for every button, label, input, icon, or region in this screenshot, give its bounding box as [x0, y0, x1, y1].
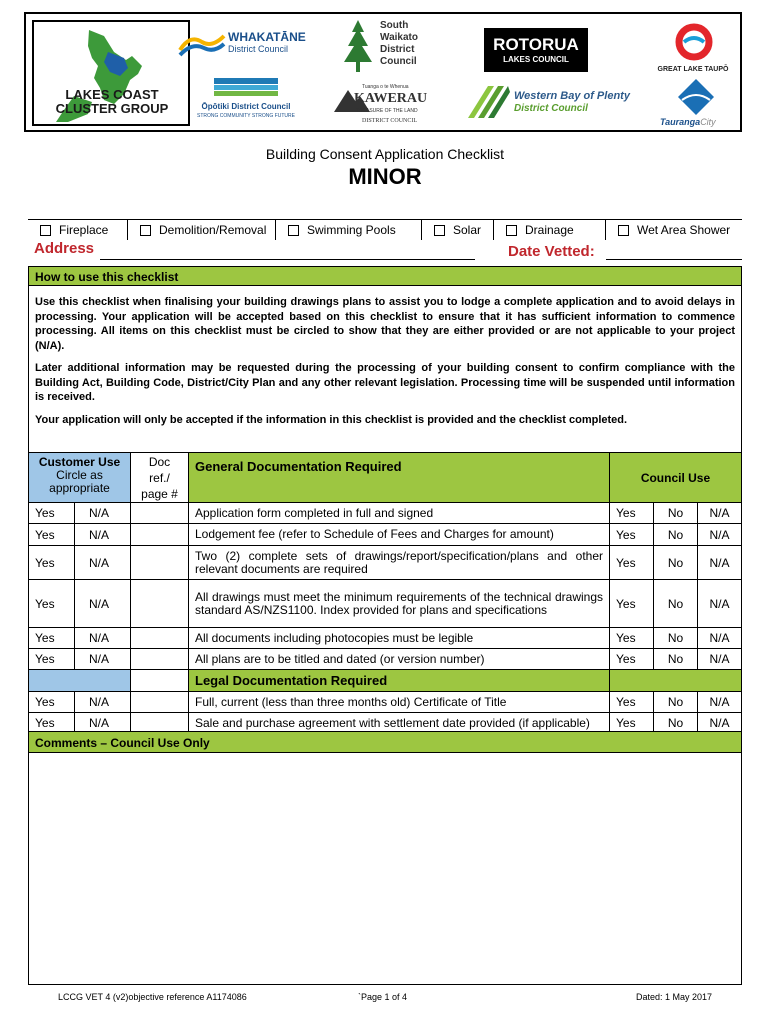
howto-paragraph-2: Later additional information may be requested during the processing of your building consent to confirm compliance with the Building Act, Building Code, District/City Plan and any other relevant legislation. Processing time will be suspended until information is received. [35, 362, 735, 403]
council-yes[interactable]: Yes [610, 628, 654, 649]
checkbox[interactable] [434, 225, 445, 236]
council-no[interactable]: No [654, 628, 698, 649]
kawerau-top: Tuanga o te Whenua [362, 84, 409, 90]
council-no[interactable]: No [654, 546, 698, 580]
cluster-label [38, 88, 186, 116]
customer-yes[interactable]: Yes [29, 503, 75, 524]
lakes-coast-cluster-logo [32, 20, 190, 126]
customer-na[interactable]: N/A [75, 628, 131, 649]
opotiki-logo [186, 76, 306, 122]
address-label: Address [34, 240, 95, 257]
howto-paragraph-3: Your application will only be accepted if the information in this checklist is provided and the checklist completed. [35, 413, 628, 426]
customer-na[interactable]: N/A [75, 713, 131, 734]
legal-header-blue [29, 670, 131, 692]
doc-ref-cell[interactable] [131, 649, 189, 670]
table-row [29, 580, 742, 628]
howto-paragraph-1: Use this checklist when finalising your building drawings plans to assist you to lodge a complete application and to avoid delays in processing. Your application will be accepted based on this checklist to ensure that it has sufficient information to commence processing. All items on this checklist must be circled to show that they are either provided or are not applicable to your project (N/A). [35, 296, 735, 352]
logo-banner [24, 12, 742, 132]
wave-icon [178, 28, 226, 58]
checklist-item: Lodgement fee (refer to Schedule of Fees and Charges for amount) [189, 524, 610, 546]
checklist-item: Two (2) complete sets of drawings/report/specification/plans and other relevant documents are required [189, 546, 610, 580]
legal-header-council [610, 670, 742, 692]
customer-na[interactable]: N/A [75, 546, 131, 580]
taupo-logo [648, 22, 738, 78]
work-type-fireplace[interactable] [28, 220, 128, 240]
customer-na[interactable]: N/A [75, 524, 131, 546]
council-na[interactable]: N/A [698, 503, 742, 524]
kawerau-sub: DISTRICT COUNCIL [362, 118, 418, 124]
work-type-wet-area-shower[interactable] [606, 220, 742, 240]
footer-date: Dated: 1 May 2017 [636, 992, 713, 1002]
whakatane-sub: District Council [228, 44, 289, 54]
doc-ref-cell[interactable] [131, 503, 189, 524]
checkbox[interactable] [40, 225, 51, 236]
date-vetted-label: Date Vetted: [508, 243, 595, 260]
council-yes[interactable]: Yes [610, 713, 654, 734]
checklist-item: All drawings must meet the minimum requirements of the technical drawings standard AS/NZS1100. Index provided for plans and specifications [189, 580, 610, 628]
checklist-table [28, 452, 742, 734]
kawerau-tag: TREASURE OF THE LAND [356, 108, 418, 114]
checklist-item: Full, current (less than three months old) Certificate of Title [189, 692, 610, 713]
work-type-label: Drainage [525, 223, 574, 237]
work-type-label: Solar [453, 223, 482, 237]
council-na[interactable]: N/A [698, 649, 742, 670]
customer-na[interactable]: N/A [75, 692, 131, 713]
table-row [29, 692, 742, 713]
checklist-item: Sale and purchase agreement with settlement date provided (if applicable) [189, 713, 610, 734]
footer-reference: LCCG VET 4 (v2)objective reference A1174086 [58, 992, 247, 1002]
sw-line-3: District [380, 44, 415, 55]
customer-yes[interactable]: Yes [29, 713, 75, 734]
work-type-label: Fireplace [59, 223, 109, 237]
tauranga-city: City [700, 117, 716, 127]
sw-line-1: South [380, 20, 409, 31]
document-subtitle: MINOR [348, 164, 422, 189]
work-type-label: Wet Area Shower [637, 223, 731, 237]
wbop-name: Western Bay of Plenty [514, 90, 630, 102]
council-no[interactable]: No [654, 692, 698, 713]
document-title: Building Consent Application Checklist [265, 146, 505, 162]
stripes-icon [464, 82, 512, 122]
howto-heading: How to use this checklist [28, 266, 742, 286]
council-no[interactable]: No [654, 580, 698, 628]
work-type-solar[interactable] [422, 220, 494, 240]
doc-ref-cell[interactable] [131, 692, 189, 713]
council-yes[interactable]: Yes [610, 692, 654, 713]
customer-use-label: Customer Use [38, 455, 121, 469]
legal-header-row [29, 670, 742, 692]
checkbox[interactable] [506, 225, 517, 236]
table-header-row [29, 453, 742, 503]
customer-yes[interactable]: Yes [29, 692, 75, 713]
sw-line-2: Waikato [380, 32, 418, 43]
rotorua-sub: LAKES COUNCIL [503, 55, 569, 64]
bar-icon [214, 76, 278, 100]
council-yes[interactable]: Yes [610, 580, 654, 628]
comments-area[interactable] [28, 753, 742, 985]
table-row [29, 524, 742, 546]
work-type-swimming-pools[interactable] [276, 220, 422, 240]
council-na[interactable]: N/A [698, 628, 742, 649]
work-type-demolition[interactable] [128, 220, 276, 240]
cluster-line-2: CLUSTER GROUP [55, 101, 169, 116]
council-yes[interactable]: Yes [610, 524, 654, 546]
council-na[interactable]: N/A [698, 580, 742, 628]
kawerau-name: KAWERAU [354, 91, 428, 106]
sw-line-4: Council [380, 56, 417, 67]
council-no[interactable]: No [654, 649, 698, 670]
whakatane-logo [178, 26, 308, 60]
customer-na[interactable]: N/A [75, 649, 131, 670]
checklist-item: All documents including photocopies must be legible [189, 628, 610, 649]
customer-use-header [29, 453, 131, 503]
customer-yes[interactable]: Yes [29, 580, 75, 628]
customer-na[interactable]: N/A [75, 580, 131, 628]
diamond-icon [676, 78, 716, 116]
council-no[interactable]: No [654, 503, 698, 524]
appropriate-label: appropriate [49, 481, 110, 495]
doc-ref-line-2: ref./ [149, 471, 170, 485]
council-na[interactable]: N/A [698, 524, 742, 546]
table-row [29, 628, 742, 649]
table-row [29, 503, 742, 524]
doc-ref-cell[interactable] [131, 546, 189, 580]
address-input-line[interactable] [100, 259, 475, 260]
legal-header-doc [131, 670, 189, 692]
kawerau-logo [332, 78, 442, 130]
checklist-item: All plans are to be titled and dated (or version number) [189, 649, 610, 670]
work-type-label: Demolition/Removal [159, 223, 267, 237]
whakatane-name: WHAKATĀNE [228, 30, 306, 44]
doc-ref-cell[interactable] [131, 580, 189, 628]
general-documentation-header: General Documentation Required [189, 453, 610, 503]
circle-as-label: Circle as [56, 468, 103, 482]
doc-ref-cell[interactable] [131, 628, 189, 649]
council-no[interactable]: No [654, 713, 698, 734]
work-type-drainage[interactable] [494, 220, 606, 240]
council-yes[interactable]: Yes [610, 649, 654, 670]
opotiki-name: Ōpōtiki District Council [201, 102, 291, 111]
customer-yes[interactable]: Yes [29, 649, 75, 670]
council-na[interactable]: N/A [698, 713, 742, 734]
tauranga-name: Tauranga [660, 117, 701, 127]
doc-ref-line-3: page # [141, 487, 178, 501]
checkbox[interactable] [140, 225, 151, 236]
customer-yes[interactable]: Yes [29, 628, 75, 649]
work-type-checkboxes [28, 219, 742, 241]
council-use-header: Council Use [610, 453, 742, 503]
checkbox[interactable] [288, 225, 299, 236]
customer-na[interactable]: N/A [75, 503, 131, 524]
south-waikato-logo [338, 18, 438, 76]
cluster-line-1: LAKES COAST [65, 87, 159, 102]
legal-documentation-header: Legal Documentation Required [189, 670, 610, 692]
footer-page-number: `Page 1 of 4 [358, 992, 408, 1002]
wbop-sub: District Council [514, 103, 588, 114]
table-row [29, 649, 742, 670]
customer-yes[interactable]: Yes [29, 524, 75, 546]
taupo-name: GREAT LAKE TAUPŌ [657, 66, 729, 73]
council-yes[interactable]: Yes [610, 503, 654, 524]
tree-icon [338, 18, 378, 74]
opotiki-sub: STRONG COMMUNITY STRONG FUTURE [197, 113, 295, 119]
council-no[interactable]: No [654, 524, 698, 546]
comments-heading: Comments – Council Use Only [28, 731, 742, 753]
doc-ref-header [131, 453, 189, 503]
tauranga-logo [658, 78, 738, 130]
doc-ref-cell[interactable] [131, 524, 189, 546]
doc-ref-line-1: Doc [148, 455, 171, 469]
council-na[interactable]: N/A [698, 546, 742, 580]
table-row [29, 546, 742, 580]
rotorua-logo [484, 28, 588, 72]
council-yes[interactable]: Yes [610, 546, 654, 580]
checklist-item: Application form completed in full and signed [189, 503, 610, 524]
ring-icon [674, 22, 714, 62]
customer-yes[interactable]: Yes [29, 546, 75, 580]
wbop-logo [464, 82, 634, 122]
howto-body [28, 286, 742, 452]
date-vetted-input-line[interactable] [606, 259, 742, 260]
work-type-label: Swimming Pools [307, 223, 396, 237]
rotorua-name: ROTORUA [493, 35, 579, 54]
checkbox[interactable] [618, 225, 629, 236]
council-na[interactable]: N/A [698, 692, 742, 713]
